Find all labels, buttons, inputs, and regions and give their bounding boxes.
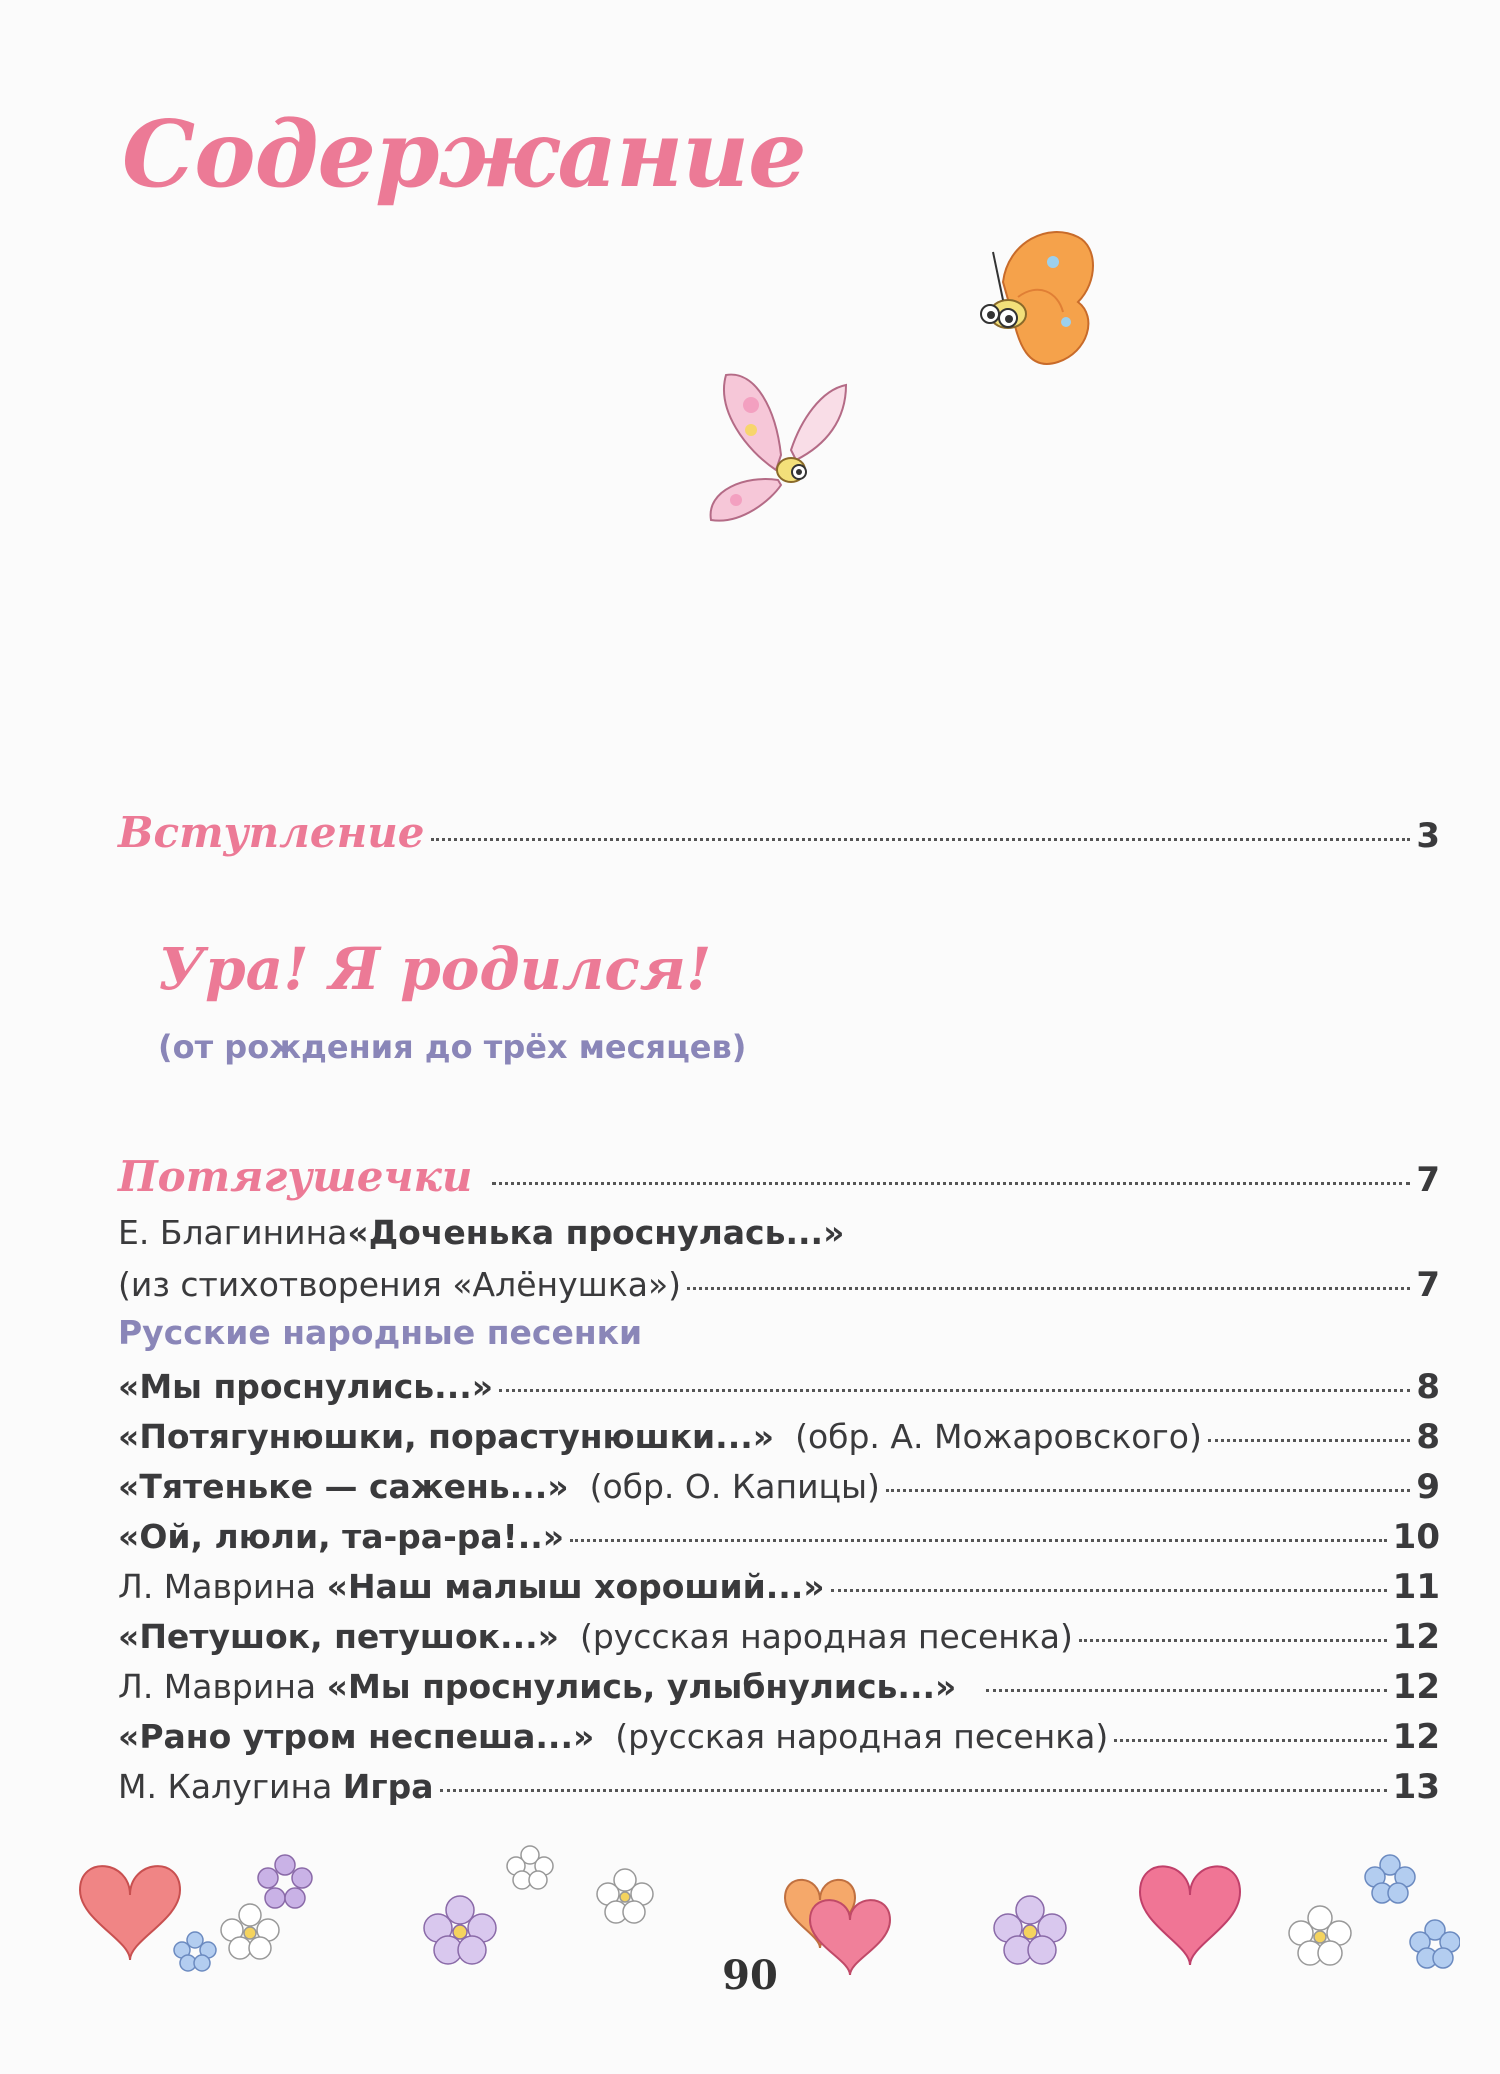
entry-title: «Тятеньке — сажень...» bbox=[118, 1467, 569, 1506]
section-subheading: (от рождения до трёх месяцев) bbox=[158, 1028, 747, 1066]
entry-title: «Ой, люли, та-ра-ра!..» bbox=[118, 1517, 565, 1556]
dot-leader bbox=[492, 1182, 1410, 1185]
toc-entry[interactable] bbox=[118, 1417, 1440, 1457]
entry-title: «Наш малыш хороший...» bbox=[326, 1567, 825, 1606]
flower-icon bbox=[507, 1846, 653, 1923]
entry-note: (русская народная песенка) bbox=[558, 1617, 1073, 1656]
entry-title: «Доченька проснулась...» bbox=[347, 1213, 845, 1252]
page-number: 90 bbox=[722, 1952, 778, 1999]
dot-leader bbox=[1079, 1639, 1387, 1642]
entry-title: Игра bbox=[342, 1767, 434, 1806]
dot-leader bbox=[440, 1789, 1387, 1792]
intro-label: Вступление bbox=[118, 808, 425, 857]
dot-leader bbox=[831, 1589, 1387, 1592]
chapter-label: Потягушечки bbox=[118, 1152, 473, 1201]
page-ref: 10 bbox=[1392, 1517, 1440, 1557]
page-title: Содержание bbox=[122, 100, 806, 208]
page-ref: 9 bbox=[1416, 1467, 1440, 1507]
orange-butterfly-icon bbox=[948, 222, 1118, 382]
entry-note: (обр. А. Можаровского) bbox=[774, 1417, 1202, 1456]
entry-author: Л. Маврина bbox=[118, 1567, 327, 1606]
entry-note: (обр. О. Капицы) bbox=[568, 1467, 880, 1506]
toc-entry[interactable] bbox=[118, 1367, 1440, 1407]
dot-leader bbox=[570, 1539, 1387, 1542]
entry-title: «Потягунюшки, порастунюшки...» bbox=[118, 1417, 775, 1456]
entry-author: Е. Благинина bbox=[118, 1213, 348, 1252]
flower-icon bbox=[221, 1904, 279, 1959]
entry-title: «Мы проснулись...» bbox=[118, 1367, 494, 1406]
page-ref: 12 bbox=[1392, 1667, 1440, 1707]
toc-entry[interactable] bbox=[118, 1717, 1440, 1757]
toc-entry[interactable] bbox=[118, 1667, 1440, 1707]
dot-leader bbox=[431, 838, 1411, 841]
toc-entry[interactable] bbox=[118, 1213, 1440, 1252]
toc-entry[interactable] bbox=[118, 1265, 1440, 1305]
pink-butterfly-icon bbox=[696, 360, 856, 530]
flower-icon bbox=[258, 1855, 312, 1908]
entry-author: М. Калугина bbox=[118, 1767, 343, 1806]
dot-leader bbox=[687, 1287, 1410, 1290]
heart-icon bbox=[1140, 1866, 1240, 1965]
entry-note: (русская народная песенка) bbox=[594, 1717, 1109, 1756]
page-ref: 8 bbox=[1416, 1367, 1440, 1407]
page-ref: 8 bbox=[1416, 1417, 1440, 1457]
toc-entry[interactable] bbox=[118, 1517, 1440, 1557]
page-ref: 12 bbox=[1392, 1617, 1440, 1657]
page-ref: 7 bbox=[1416, 1160, 1440, 1200]
page-ref: 11 bbox=[1392, 1567, 1440, 1607]
toc-chapter-row[interactable] bbox=[118, 1152, 1440, 1201]
entry-author: Л. Маврина bbox=[118, 1667, 327, 1706]
page-ref: 7 bbox=[1416, 1265, 1440, 1305]
entry-title: «Рано утром неспеша...» bbox=[118, 1717, 595, 1756]
page-ref: 3 bbox=[1416, 816, 1440, 856]
toc-entry[interactable] bbox=[118, 1467, 1440, 1507]
toc-entry[interactable] bbox=[118, 1567, 1440, 1607]
dot-leader bbox=[499, 1389, 1410, 1392]
entry-author: (из стихотворения «Алёнушка») bbox=[118, 1265, 682, 1304]
page-ref: 12 bbox=[1392, 1717, 1440, 1757]
entry-title: «Мы проснулись, улыбнулись...» bbox=[326, 1667, 957, 1706]
dot-leader bbox=[1114, 1739, 1386, 1742]
heart-icon bbox=[80, 1866, 180, 1960]
page-ref: 13 bbox=[1392, 1767, 1440, 1807]
subsection-label: Русские народные песенки bbox=[118, 1313, 643, 1352]
section-heading: Ура! Я родился! bbox=[158, 935, 712, 1003]
toc-entry[interactable] bbox=[118, 1617, 1440, 1657]
toc-entry[interactable] bbox=[118, 1767, 1440, 1807]
dot-leader bbox=[986, 1689, 1386, 1692]
entry-title: «Петушок, петушок...» bbox=[118, 1617, 559, 1656]
toc-intro-row[interactable] bbox=[118, 808, 1440, 857]
dot-leader bbox=[1208, 1439, 1410, 1442]
dot-leader bbox=[886, 1489, 1410, 1492]
